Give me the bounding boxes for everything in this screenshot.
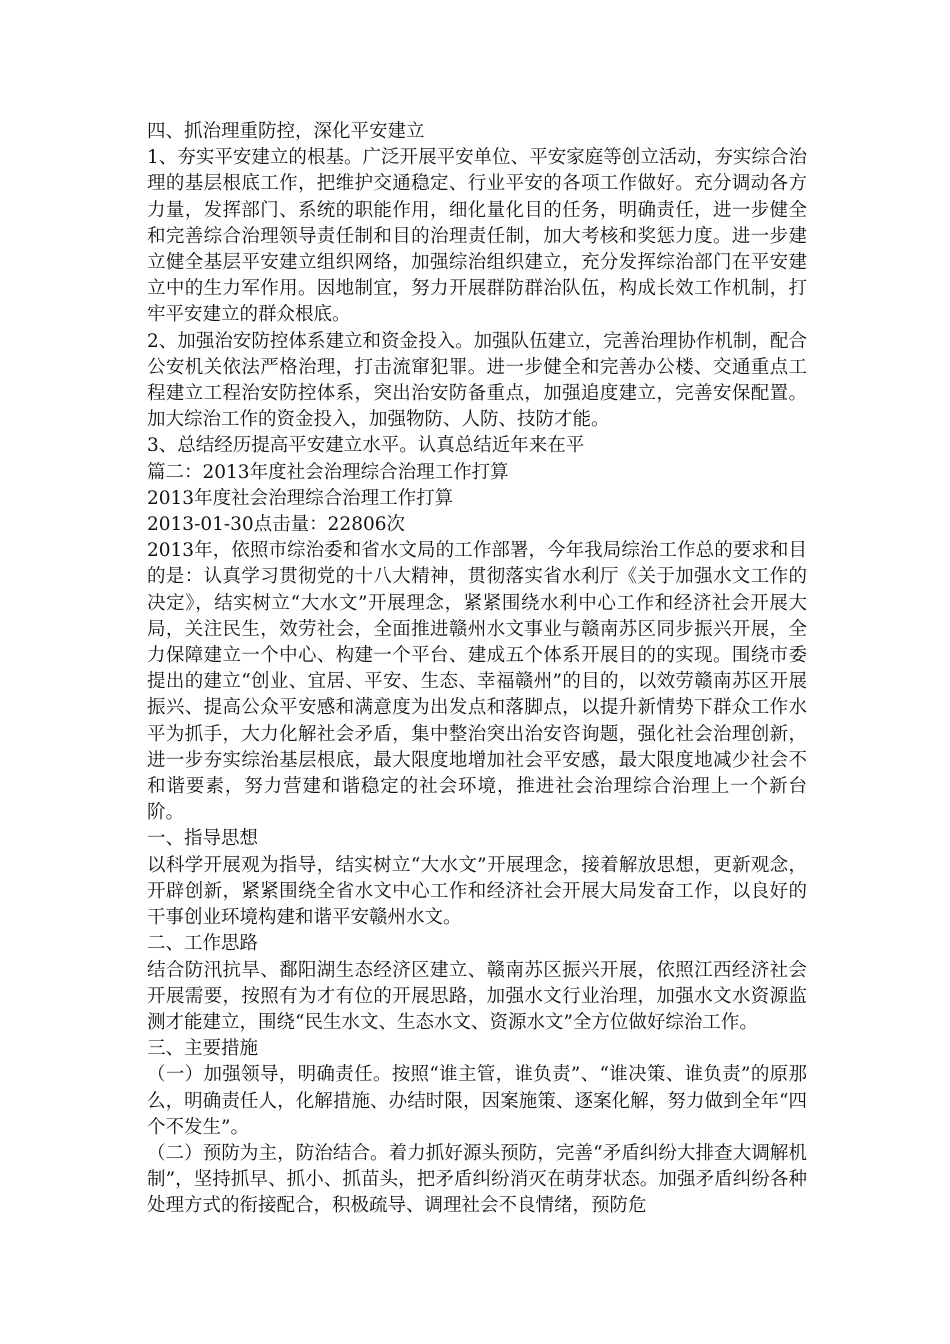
article-meta: 2013-01-30点击量：22806次 xyxy=(147,514,406,536)
section-heading: 三、主要措施 xyxy=(147,1038,259,1060)
body-paragraph: 3、总结经历提高平安建立水平。认真总结近年来在平 xyxy=(147,435,585,457)
body-paragraph: 结合防汛抗旱、鄱阳湖生态经济区建立、赣南苏区振兴开展，依照江西经济社会开展需要，按照有为才有位的开展思路，加强水文行业治理，加强水文水资源监测才能建立，围绕“民生水文、生态水文、资源水文”全方位做好综治工作。 xyxy=(147,959,807,1033)
article-title: 篇二：2013年度社会治理综合治理工作打算 xyxy=(147,461,509,483)
section-heading: 一、指导思想 xyxy=(147,828,259,850)
body-paragraph: （一）加强领导，明确责任。按照“谁主管，谁负责”、“谁决策、谁负责”的原那么，明确责任人，化解措施、办结时限，因案施策、逐案化解，努力做到全年“四个不发生”。 xyxy=(147,1064,807,1138)
body-paragraph: （二）预防为主，防治结合。着力抓好源头预防，完善“矛盾纠纷大排查大调解机制”，坚持抓早、抓小、抓苗头，把矛盾纠纷消灭在萌芽状态。加强矛盾纠纷各种处理方式的衔接配合，积极疏导、调理社会不良情绪，预防危 xyxy=(147,1142,807,1217)
body-paragraph: 1、夯实平安建立的根基。广泛开展平安单位、平安家庭等创立活动，夯实综合治理的基层根底工作，把维护交通稳定、行业平安的各项工作做好。充分调动各方力量，发挥部门、系统的职能作用，细化量化目的任务，明确责任，进一步健全和完善综合治理领导责任制和目的治理责任制，加大考核和奖惩力度。进一步建立健全基层平安建立组织网络，加强综治组织建立，充分发挥综治部门在平安建立中的生力军作用。因地制宜，努力开展群防群治队伍，构成长效工作机制，打牢平安建立的群众根底。 xyxy=(147,147,807,326)
section-heading: 二、工作思路 xyxy=(147,933,259,955)
body-paragraph: 2、加强治安防控体系建立和资金投入。加强队伍建立，完善治理协作机制，配合公安机关依法严格治理，打击流窜犯罪。进一步健全和完善办公楼、交通重点工程建立工程治安防控体系，突出治安防备重点，加强追度建立，完善安保配置。加大综治工作的资金投入，加强物防、人防、技防才能。 xyxy=(147,330,807,431)
body-paragraph: 以科学开展观为指导，结实树立“大水文”开展理念，接着解放思想，更新观念，开辟创新，紧紧围绕全省水文中心工作和经济社会开展大局发奋工作，以良好的干事创业环境构建和谐平安赣州水文。 xyxy=(147,854,807,929)
section-heading: 四、抓治理重防控，深化平安建立 xyxy=(147,121,425,142)
document-page xyxy=(147,119,807,1220)
body-paragraph: 2013年，依照市综治委和省水文局的工作部署，今年我局综治工作总的要求和目的是：认真学习贯彻党的十八大精神，贯彻落实省水利厅《关于加强水文工作的决定》，结实树立“大水文”开展理念，紧紧围绕水利中心工作和经济社会开展大局，关注民生，效劳社会，全面推进赣州水文事业与赣南苏区同步振兴开展，全力保障建立一个中心、构建一个平台、建成五个体系开展目的的实现。围绕市委提出的建立“创业、宜居、平安、生态、幸福赣州”的目的，以效劳赣南苏区开展振兴、提高公众平安感和满意度为出发点和落脚点，以提升新情势下群众工作水平为抓手，大力化解社会矛盾，集中整治突出治安咨询题，强化社会治理创新，进一步夯实综治基层根底，最大限度地增加社会平安感，最大限度地减少社会不和谐要素，努力营建和谐稳定的社会环境，推进社会治理综合治理上一个新台阶。 xyxy=(147,540,807,824)
article-subtitle: 2013年度社会治理综合治理工作打算 xyxy=(147,487,454,509)
